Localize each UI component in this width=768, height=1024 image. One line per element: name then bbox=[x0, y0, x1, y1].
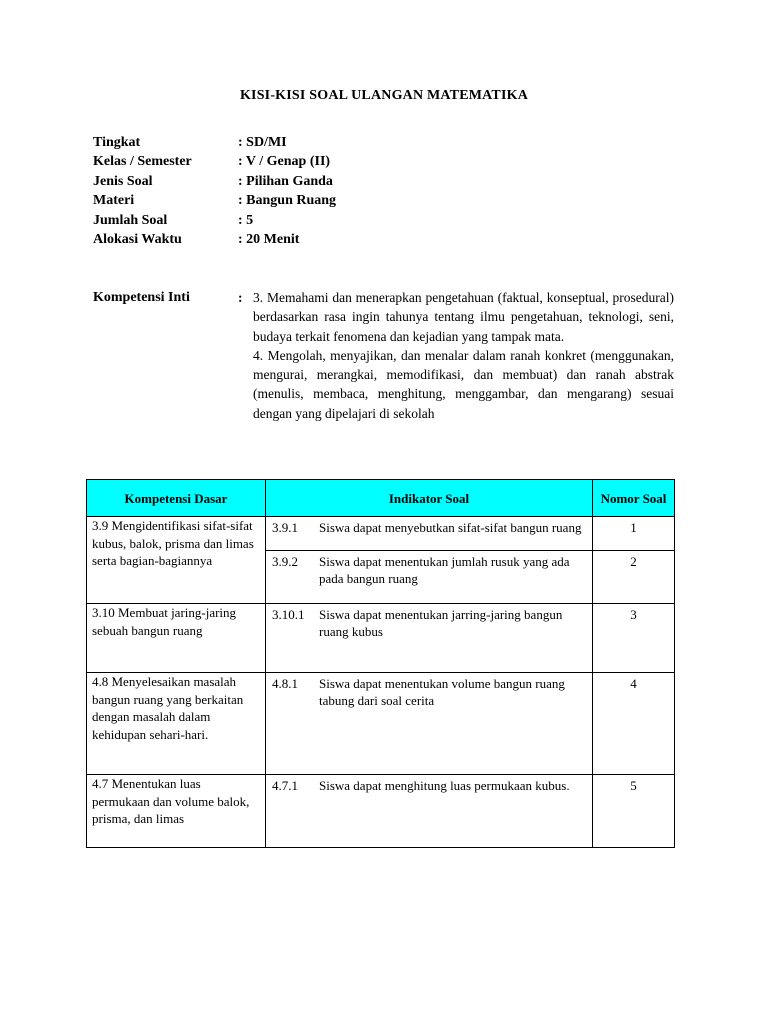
table-row bbox=[87, 673, 675, 775]
info-label: Materi bbox=[93, 193, 135, 209]
indikator-cell bbox=[266, 551, 593, 604]
info-value: : Pilihan Ganda bbox=[238, 173, 333, 189]
kompetensi-inti-colon: : bbox=[238, 290, 243, 305]
info-block bbox=[93, 133, 693, 249]
kompetensi-inti-label: Kompetensi Inti bbox=[93, 290, 190, 305]
info-value: : V / Genap (II) bbox=[238, 154, 331, 170]
kompetensi-inti-num: 4. bbox=[253, 347, 264, 363]
info-row-alokasi-waktu bbox=[93, 230, 693, 249]
indikator-cell bbox=[266, 517, 593, 551]
indikator-code: 3.9.2 bbox=[272, 554, 298, 569]
info-row-jenis-soal bbox=[93, 172, 693, 191]
indikator-text: Siswa dapat menentukan jumlah rusuk yang ada pada bangun ruang bbox=[319, 554, 570, 586]
info-row-kelas bbox=[93, 152, 693, 171]
info-label: Kelas / Semester bbox=[93, 154, 192, 170]
indikator-code: 4.8.1 bbox=[272, 676, 298, 691]
nomor-cell: 1 bbox=[593, 517, 675, 551]
header-indikator-soal: Indikator Soal bbox=[266, 480, 593, 517]
indikator-code: 3.9.1 bbox=[272, 520, 298, 535]
indikator-text: Siswa dapat menentukan volume bangun ruang tabung dari soal cerita bbox=[319, 676, 565, 708]
indikator-text: Siswa dapat menyebutkan sifat-sifat bangun ruang bbox=[319, 520, 582, 535]
info-value: : 20 Menit bbox=[238, 231, 300, 247]
kompetensi-inti-text: Mengolah, menyajikan, dan menalar dalam ranah konkret (menggunakan, mengurai, merangkai, memodifikasi, dan membuat) dan ranah abstrak (menulis, membaca, menghitung, menggambar, dan mengarang) sesuai dengan yang dipelajari di sekolah bbox=[253, 347, 675, 421]
info-label: Tingkat bbox=[93, 135, 141, 150]
indikator-text: Siswa dapat menghitung luas permukaan kubus. bbox=[319, 778, 570, 793]
kisi-kisi-table bbox=[86, 479, 675, 848]
indikator-cell bbox=[266, 775, 593, 848]
indikator-code: 4.7.1 bbox=[272, 778, 298, 793]
document-title: KISI-KISI SOAL ULANGAN MATEMATIKA bbox=[239, 88, 529, 103]
kd-cell: 3.10 Membuat jaring-jaring sebuah bangun ruang bbox=[87, 604, 266, 673]
kd-cell: 3.9 Mengidentifikasi sifat-sifat kubus, balok, prisma dan limas serta bagian-bagiannya bbox=[87, 517, 266, 604]
kd-cell: 4.7 Menentukan luas permukaan dan volume balok, prisma, dan limas bbox=[87, 775, 266, 848]
info-row-jumlah-soal bbox=[93, 211, 693, 230]
table-row bbox=[87, 517, 675, 551]
indikator-text: Siswa dapat menentukan jarring-jaring bangun ruang kubus bbox=[319, 607, 563, 639]
table-row bbox=[87, 775, 675, 848]
indikator-cell bbox=[266, 673, 593, 775]
info-label: Jumlah Soal bbox=[93, 212, 168, 228]
nomor-cell: 4 bbox=[593, 673, 675, 775]
kompetensi-inti-item bbox=[253, 346, 674, 423]
info-row-materi bbox=[93, 191, 693, 210]
kompetensi-inti-body bbox=[253, 288, 674, 423]
info-value: : 5 bbox=[238, 212, 254, 228]
info-label: Alokasi Waktu bbox=[93, 231, 182, 247]
info-value: : Bangun Ruang bbox=[238, 193, 337, 209]
indikator-cell bbox=[266, 604, 593, 673]
nomor-cell: 3 bbox=[593, 604, 675, 673]
info-label: Jenis Soal bbox=[93, 173, 153, 189]
nomor-cell: 5 bbox=[593, 775, 675, 848]
kompetensi-inti-num: 3. bbox=[253, 290, 264, 305]
indikator-code: 3.10.1 bbox=[272, 607, 305, 622]
kd-cell: 4.8 Menyelesaikan masalah bangun ruang yang berkaitan dengan masalah dalam kehidupan sehari-hari. bbox=[87, 673, 266, 775]
kompetensi-inti-item bbox=[253, 288, 674, 346]
header-kompetensi-dasar: Kompetensi Dasar bbox=[87, 480, 266, 517]
table-row bbox=[87, 604, 675, 673]
nomor-cell: 2 bbox=[593, 551, 675, 604]
table-header-row bbox=[87, 480, 675, 517]
header-nomor-soal: Nomor Soal bbox=[593, 480, 675, 517]
info-row-tingkat bbox=[93, 133, 693, 152]
info-value: : SD/MI bbox=[238, 135, 287, 150]
kompetensi-inti-text: Memahami dan menerapkan pengetahuan (faktual, konseptual, prosedural) berdasarkan rasa ingin tahunya tentang ilmu pengetahuan, teknologi, seni, budaya terkait fenomena dan kejadian yang tampak mata. bbox=[253, 290, 674, 344]
